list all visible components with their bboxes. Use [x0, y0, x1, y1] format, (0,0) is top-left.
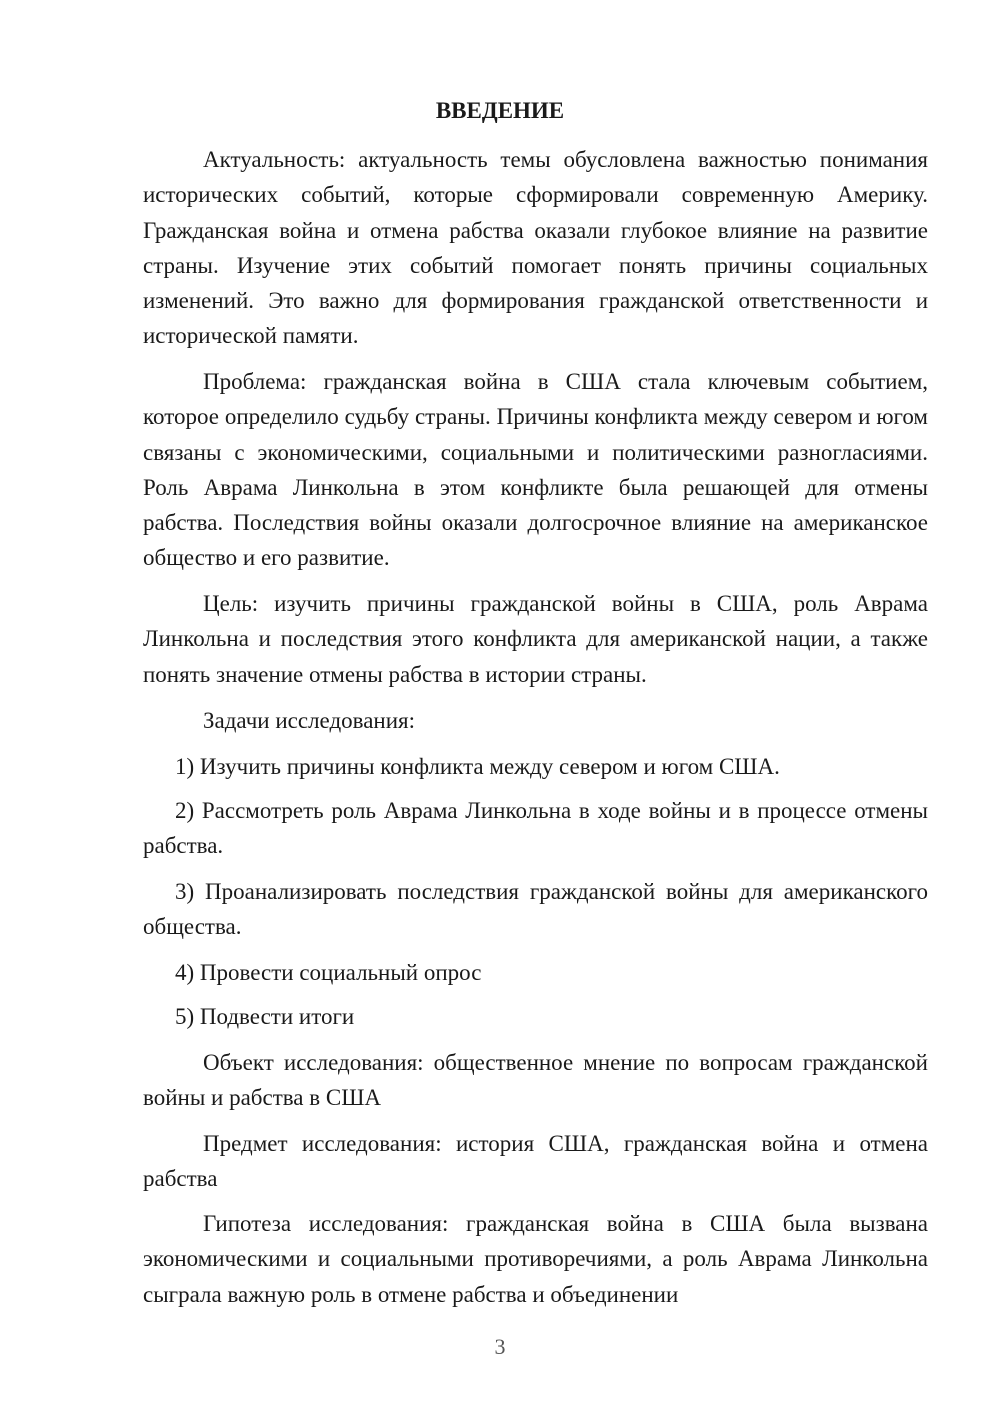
section-title: ВВЕДЕНИЕ: [435, 98, 565, 123]
paragraph-hypothesis: Гипотеза исследования: гражданская война в США была вызвана экономическими и социальными противоречиями, а роль Аврама Линкольна сыграла важную роль в отмене рабства и объединении: [143, 1211, 928, 1307]
task-item-3: 3) Проанализировать последствия гражданской войны для американского общества.: [143, 879, 928, 940]
tasks-heading: Задачи исследования:: [203, 708, 416, 733]
task-item-1: 1) Изучить причины конфликта между севером и югом США.: [175, 754, 780, 779]
task-item-2: 2) Рассмотреть роль Аврама Линкольна в ходе войны и в процессе отмены рабства.: [143, 798, 928, 859]
paragraph-goal: Цель: изучить причины гражданской войны в США, роль Аврама Линкольна и последствия этого конфликта для американской нации, а также понять значение отмены рабства в истории страны.: [143, 591, 928, 687]
paragraph-problem: Проблема: гражданская война в США стала ключевым событием, которое определило судьбу страны. Причины конфликта между севером и югом связаны с экономическими, социальными и политическими разногласиями. Роль Аврама Линкольна в этом конфликте была решающей для отмены рабства. Последствия войны оказали долгосрочное влияние на американское общество и его развитие.: [143, 369, 928, 571]
task-item-5: 5) Подвести итоги: [175, 1004, 355, 1029]
paragraph-object: Объект исследования: общественное мнение по вопросам гражданской войны и рабства в США: [143, 1050, 928, 1111]
page-number: 3: [494, 1334, 506, 1359]
paragraph-subject: Предмет исследования: история США, гражданская война и отмена рабства: [143, 1131, 928, 1192]
task-item-4: 4) Провести социальный опрос: [175, 960, 482, 985]
paragraph-relevance: Актуальность: актуальность темы обусловлена важностью понимания исторических событий, которые сформировали современную Америку. Гражданская война и отмена рабства оказали глубокое влияние на развитие страны. Изучение этих событий помогает понять причины социальных изменений. Это важно для формирования гражданской ответственности и исторической памяти.: [143, 147, 928, 349]
